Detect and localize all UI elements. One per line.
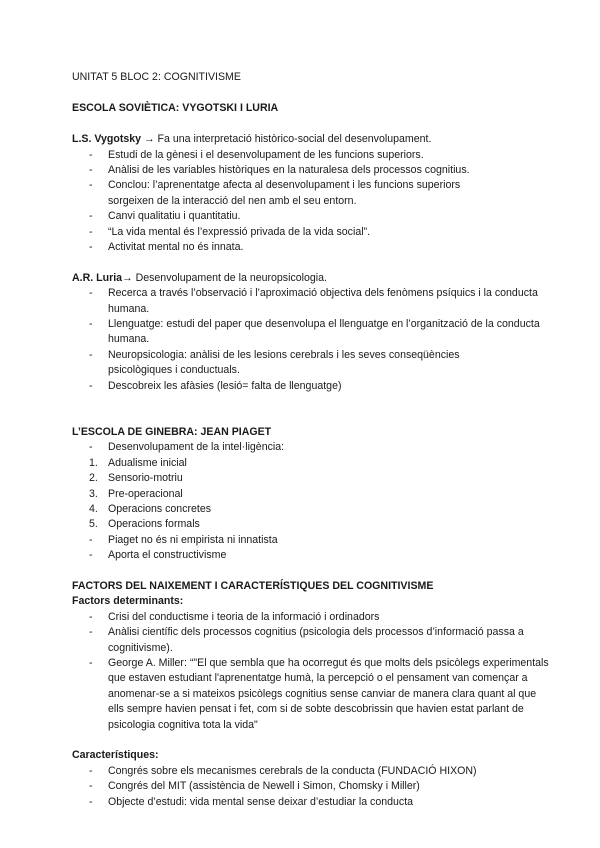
list-item: - George A. Miller: “"El que sembla que ha ocorregut és que molts dels psicòlegs experimentals que estaven estudiant l'aprenentatge humà, la percepció o el pensament van començar a anomenar-se a si mateixos psicòlegs cognitius sense canviar de manera clara quant al que ells sempre havien pensat i fet, com si de sobte descobrissin que havien estat parlant de psicologia cognitiva tota la vida" <box>89 656 549 731</box>
stage-item: 4. Operacions concretes <box>89 502 212 515</box>
list-item: - Crisi del conductisme i teoria de la informació i ordinadors <box>89 610 380 623</box>
caracteristiques-list <box>72 764 542 810</box>
document-page <box>72 70 549 810</box>
vygotsky-intro: L.S. Vygotsky → Fa una interpretació històrico-social del desenvolupament. <box>72 133 432 146</box>
list-item: - Descobreix les afàsies (lesió= falta de llenguatge) <box>89 379 342 392</box>
list-item: - Recerca a través l’observació i l’aproximació objectiva dels fenòmens psíquics i la conducta humana. <box>89 287 538 315</box>
list-item: - Anàlisi de les variables històriques en la naturalesa dels processos cognitius. <box>89 164 470 177</box>
list-item: - Piaget no és ni empirista ni innatista <box>89 533 278 546</box>
list-item: - Canvi qualitatiu i quantitatiu. <box>89 210 241 223</box>
list-item: - Estudi de la gènesi i el desenvolupament de les funcions superiors. <box>89 148 424 161</box>
section-heading-geneva: L’ESCOLA DE GINEBRA: JEAN PIAGET <box>72 425 272 438</box>
luria-list <box>72 286 542 394</box>
list-item: - Conclou: l’aprenentatge afecta al desenvolupament i les funcions superiors sorgeixen de la interacció del nen amb el seu entorn. <box>89 179 461 207</box>
factors-list <box>72 610 549 733</box>
list-item: - Desenvolupament de la intel·ligència: <box>89 441 285 454</box>
stage-item: 1. Adualisme inicial <box>89 456 187 469</box>
vygotsky-list <box>72 148 542 256</box>
list-item: - Congrés del MIT (assistència de Newell i Simon, Chomsky i Miller) <box>89 780 420 793</box>
subheading-caracteristiques: Característiques: <box>72 749 159 762</box>
document-title: UNITAT 5 BLOC 2: COGNITIVISME <box>72 71 241 83</box>
piaget-list <box>72 440 542 563</box>
luria-name: A.R. Luria <box>72 271 123 284</box>
section-heading-factors: FACTORS DEL NAIXEMENT I CARACTERÍSTIQUES DEL COGNITIVISME <box>72 579 434 592</box>
list-item: - Llenguatge: estudi del paper que desenvolupa el llenguatge en l’organització de la conducta humana. <box>89 318 540 346</box>
list-item: - Objecte d’estudi: vida mental sense deixar d’estudiar la conducta <box>89 795 414 808</box>
list-item: - “La vida mental és l’expressió privada de la vida social”. <box>89 225 371 238</box>
stage-item: 3. Pre-operacional <box>89 487 183 500</box>
list-item: - Neuropsicologia: anàlisi de les lesions cerebrals i les seves conseqüències psicològiques i conductuals. <box>89 348 460 377</box>
section-heading-soviet: ESCOLA SOVIÈTICA: VYGOTSKI I LURIA <box>72 102 279 115</box>
list-item: - Anàlisi científic dels processos cognitius (psicologia dels processos d’informació passa a cognitivisme). <box>89 626 524 654</box>
subheading-factors: Factors determinants: <box>72 595 184 608</box>
stage-item: 2. Sensorio-motriu <box>89 472 183 485</box>
vygotsky-name: L.S. Vygotsky <box>72 133 142 146</box>
luria-intro: A.R. Luria→ Desenvolupament de la neuropsicologia. <box>72 271 327 284</box>
list-item: - Aporta el constructivisme <box>89 549 227 562</box>
list-item: - Activitat mental no és innata. <box>89 241 244 254</box>
stage-item: 5. Operacions formals <box>89 518 200 531</box>
list-item: - Congrés sobre els mecanismes cerebrals de la conducta (FUNDACIÓ HIXON) <box>89 764 477 777</box>
